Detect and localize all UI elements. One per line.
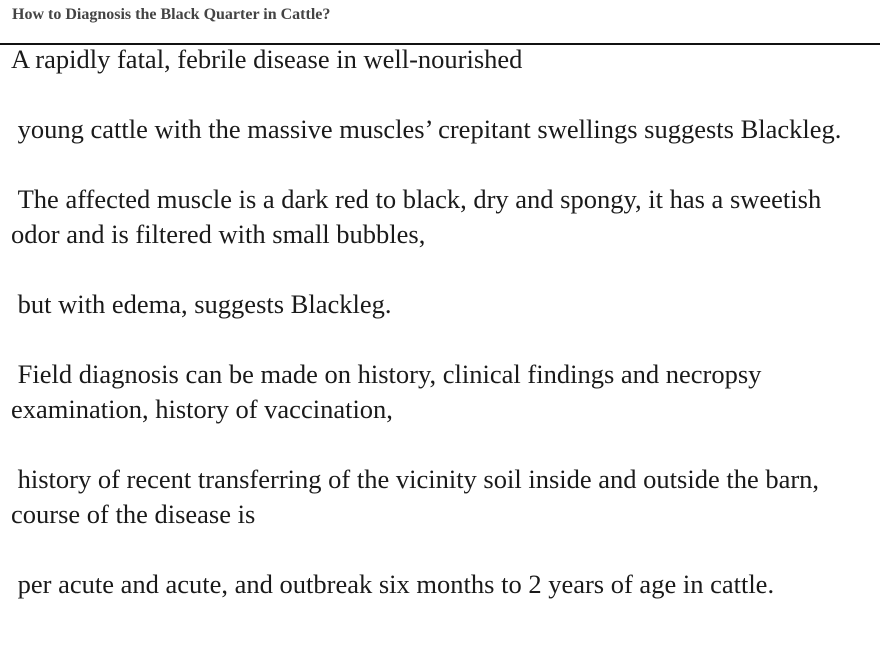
paragraph-1: A rapidly fatal, febrile disease in well-nourished: [11, 44, 523, 74]
paragraph-6: history of recent transferring of the vicinity soil inside and outside the barn, course of the disease is: [11, 464, 820, 529]
paragraph-5: Field diagnosis can be made on history, clinical findings and necropsy examination, history of vaccination,: [11, 359, 762, 424]
paragraph-2: young cattle with the massive muscles’ crepitant swellings suggests Blackleg.: [11, 114, 842, 144]
page-title: How to Diagnosis the Black Quarter in Cattle?: [12, 6, 331, 23]
paragraph-4: but with edema, suggests Blackleg.: [11, 289, 392, 319]
paragraph-7: per acute and acute, and outbreak six months to 2 years of age in cattle.: [11, 569, 775, 599]
document-body: [11, 42, 871, 637]
paragraph-3: The affected muscle is a dark red to black, dry and spongy, it has a sweetish odor and is filtered with small bubbles,: [11, 184, 822, 249]
